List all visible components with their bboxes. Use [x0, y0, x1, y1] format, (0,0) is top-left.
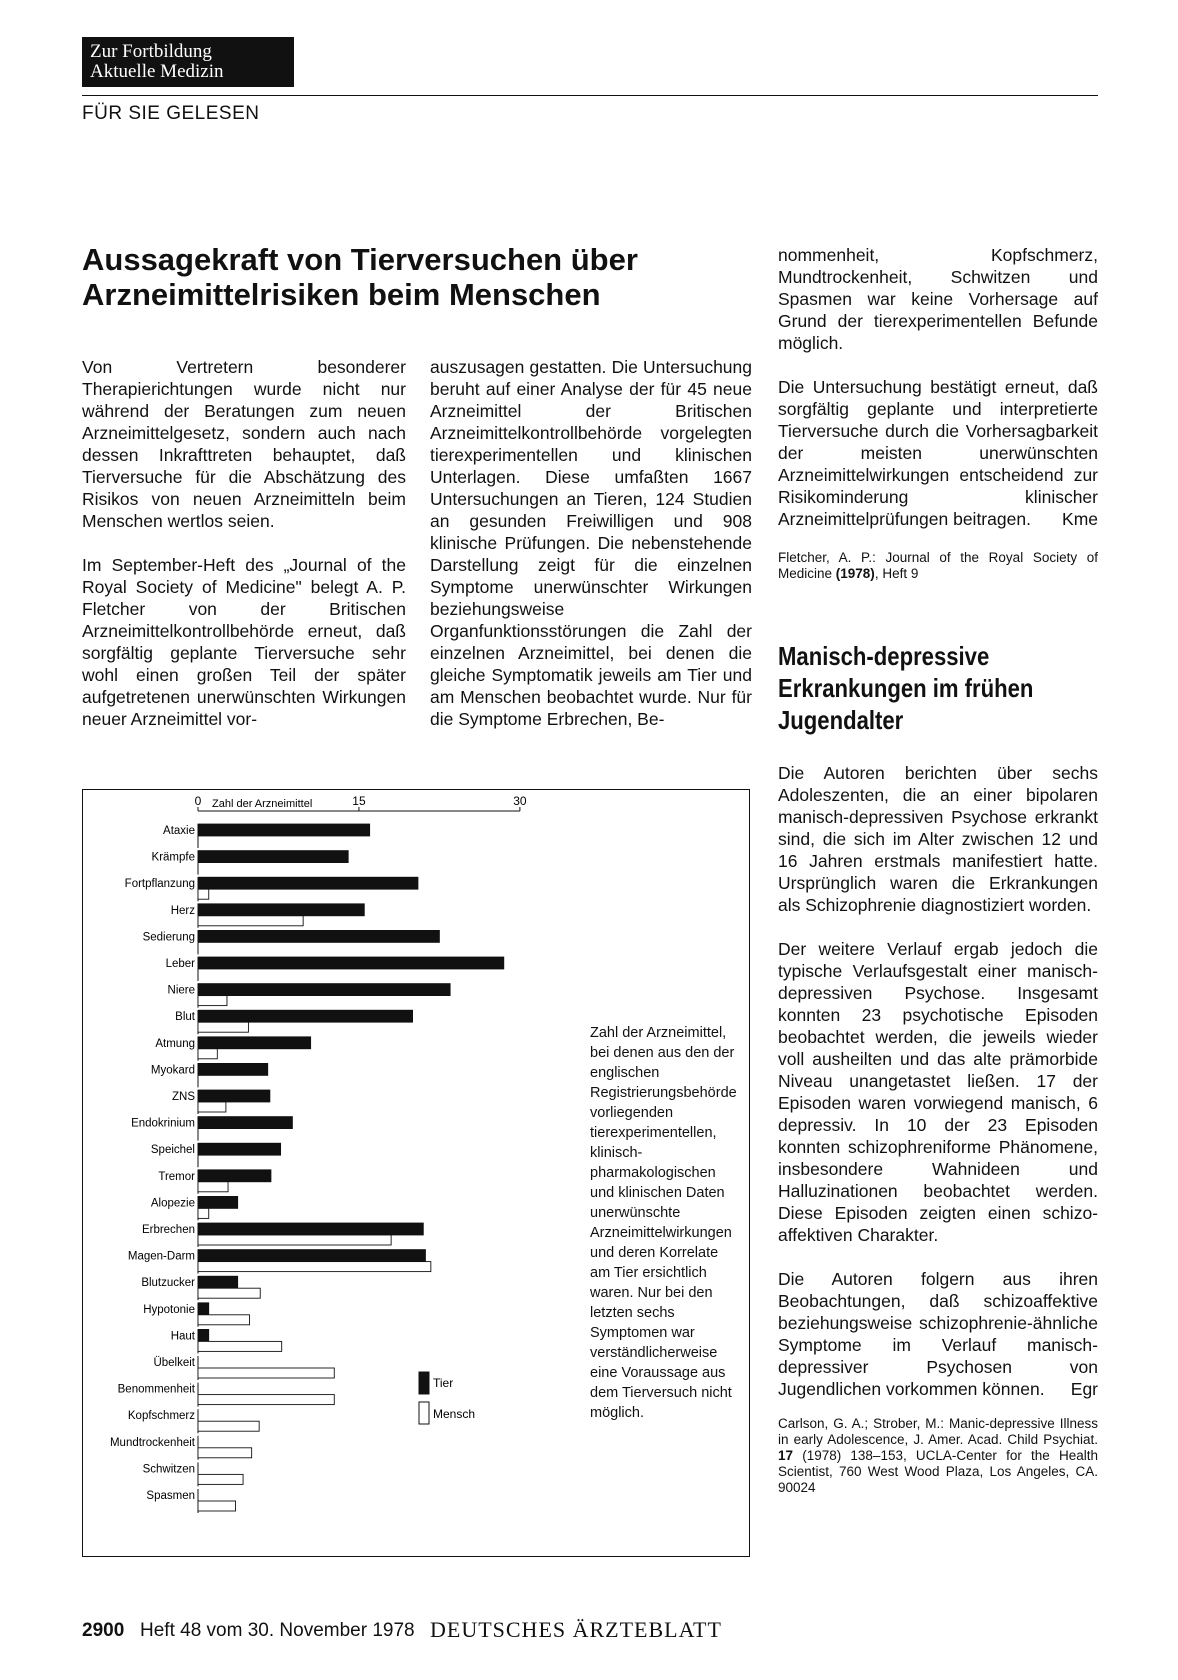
reference-source: (1978) 138–153, UCLA-Center for the Health Scientist, 760 West Wood Plaza, Los Angeles, CA. 90024 [778, 1448, 1098, 1495]
bar-mensch [198, 1421, 259, 1431]
section-kicker: FÜR SIE GELESEN [82, 103, 260, 124]
bar-tier [198, 1303, 209, 1315]
page-number: 2900 [82, 1620, 125, 1641]
bar-mensch [198, 1102, 226, 1112]
category-label: Atmung [155, 1037, 195, 1050]
legend-swatch-mensch [419, 1402, 429, 1424]
bar-tier [198, 984, 450, 996]
category-label: Sedierung [142, 931, 195, 944]
article2-title-line-1: Manisch-depressive [778, 641, 990, 671]
category-label: Speichel [150, 1144, 195, 1157]
paragraph: Von Vertretern besonderer Therapierichtungen wurde nicht nur während der Beratungen zum neuen Arzneimittelgesetz, sondern auch nach dessen Inkrafttreten behauptet, daß Tierversuche für die Abschätzung des Risikos von neuen Arzneimitteln beim Menschen wertlos seien. [82, 357, 406, 531]
reference-text: Fletcher, A. P.: Journal of the Royal Society of Medicine [778, 550, 1098, 581]
bar-mensch [198, 1395, 334, 1405]
category-label: Ataxie [163, 825, 195, 837]
bar-tier [198, 851, 348, 863]
author-sign: Egr [1070, 1379, 1098, 1399]
category-label: Blut [175, 1011, 195, 1024]
bar-tier [198, 1276, 238, 1288]
reference-issue: , Heft 9 [874, 566, 919, 581]
x-tick-label: 0 [194, 794, 202, 808]
category-label: Hypotonie [143, 1303, 195, 1316]
category-label: Spasmen [146, 1490, 195, 1502]
article-title-line-1: Aussagekraft von Tierversuchen über [82, 242, 638, 277]
bar-tier [198, 957, 504, 969]
legend-label-mensch: Mensch [433, 1407, 476, 1421]
paragraph [778, 1268, 1098, 1400]
paragraph-text: Die Untersuchung bestätigt erneut, daß sorgfältig geplante und interpretierte Tierversuche durch die Vorhersagbarkeit der meisten unerwünschten Arzneimittelwirkungen entscheidend zur Risikominderung klinischer Arzneimittelprüfungen beitragen. [778, 377, 1098, 529]
bar-tier [198, 930, 439, 942]
paragraph: Im September-Heft des „Journal of the Royal Society of Medicine" belegt A. P. Fletcher von der Britischen Arzneimittelkontrollbehörde erneut, daß sorgfältig geplante Tierversuche sehr wohl einen großen Teil der später aufgetretenen unerwünschten Wirkungen neuer Arzneimittel vor- [82, 555, 406, 729]
bar-mensch [198, 916, 303, 926]
bar-mensch [198, 1049, 217, 1059]
category-label: Tremor [158, 1170, 195, 1183]
bar-mensch [198, 1208, 209, 1218]
paragraph: auszusagen gestatten. Die Untersuchung beruht auf einer Analyse der für 45 neue Arzneimittel der Britischen Arzneimittelkontrollbehörde vorgelegten tierexperimentellen und klinischen Unterlagen. Diese umfaßten 1667 Untersuchungen an Tieren, 124 Studien an gesunden Freiwilligen und 908 klinische Prüfungen. Die nebenstehende Darstellung zeigt für die einzelnen Symptome unerwünschter Wirkungen beziehungsweise Organfunktionsstörungen die Zahl der einzelnen Arzneimittel, bei denen die gleiche Symptomatik jeweils am Tier und am Menschen beobachtet wurde. Nur für die Symptome Erbrechen, Be- [430, 357, 752, 729]
article-column-2 [430, 356, 752, 752]
category-label: Alopezie [150, 1197, 195, 1210]
paragraph [778, 376, 1098, 530]
bar-mensch [198, 1448, 252, 1458]
bar-tier [198, 1037, 311, 1049]
category-label: Magen-Darm [127, 1250, 195, 1263]
article-title-line-2: Arzneimittelrisiken beim Menschen [82, 277, 601, 312]
category-label: Schwitzen [142, 1463, 195, 1476]
article-title [82, 242, 722, 312]
bar-mensch [198, 1315, 250, 1325]
figure-caption: Zahl der Arzneimittel, bei denen aus den der englischen Registrierungsbehörde vorliegenden tierexperimentellen, klinisch-pharmakologischen und klinischen Daten unerwünschte Arzneimittelwirkungen und deren Korrelate am Tier ersichtlich waren. Nur bei den letzten sechs Symptomen war verständlicherweise eine Voraussage aus dem Tierversuch nicht möglich. [590, 1025, 737, 1421]
category-label: Herz [170, 904, 195, 917]
article2-title-line-3: Jugendalter [778, 705, 904, 735]
bar-tier [198, 1010, 413, 1022]
bar-mensch [198, 1235, 391, 1245]
section-badge [82, 37, 294, 87]
x-tick-label: 15 [352, 794, 366, 808]
category-label: Niere [167, 984, 195, 997]
paragraph-text: Die Autoren folgern aus ihren Beobachtungen, daß schizoaffektive beziehungsweise schizophrenie-ähnliche Symptome im Verlauf manisch-depressiver Psychosen von Jugendlichen vorkommen können. [778, 1269, 1098, 1399]
top-rule [82, 95, 1098, 96]
author-sign: Kme [1062, 509, 1098, 529]
article2-title-line-2: Erkrankungen im frühen [778, 673, 1034, 703]
badge-line-1: Zur Fortbildung [90, 41, 212, 62]
category-label: Myokard [150, 1064, 195, 1077]
bar-tier [198, 904, 364, 916]
reference [778, 550, 1098, 582]
category-label: Krämpfe [151, 851, 195, 864]
article-column-1 [82, 356, 406, 752]
bar-mensch [198, 1182, 228, 1192]
category-label: Kopfschmerz [127, 1410, 195, 1423]
issue-info: Heft 48 vom 30. November 1978 [140, 1620, 415, 1641]
bar-mensch [198, 996, 227, 1006]
article-column-3 [778, 244, 1098, 1496]
bar-tier [198, 1170, 271, 1182]
bar-mensch [198, 1262, 431, 1272]
bar-mensch [198, 1501, 236, 1511]
bar-mensch [198, 1474, 243, 1484]
reference-volume: 17 [778, 1448, 794, 1463]
article2-title [778, 640, 1101, 736]
x-tick-label: 30 [513, 794, 527, 808]
category-label: Endokrinium [131, 1117, 195, 1130]
category-label: Erbrechen [141, 1224, 195, 1236]
magazine-name: DEUTSCHES ÄRZTEBLATT [430, 1617, 722, 1642]
category-label: Mundtrockenheit [109, 1436, 195, 1449]
bar-tier [198, 824, 370, 836]
bar-mensch [198, 1022, 248, 1032]
bar-tier [198, 1117, 292, 1129]
category-label: Fortpflanzung [124, 878, 195, 891]
category-label: Haut [170, 1330, 195, 1343]
reference [778, 1416, 1098, 1496]
bar-mensch [198, 889, 209, 899]
bar-mensch [198, 1368, 334, 1378]
paragraph: nommenheit, Kopfschmerz, Mundtrockenheit, Schwitzen und Spasmen war keine Vorhersage auf Grund der tierexperimentellen Befunde möglich. [778, 245, 1098, 353]
category-label: Benommenheit [117, 1383, 195, 1396]
category-label: Übelkeit [153, 1357, 195, 1369]
bar-tier [198, 877, 418, 889]
badge-line-2: Aktuelle Medizin [90, 61, 224, 82]
legend-swatch-tier [419, 1372, 429, 1394]
reference-text: Carlson, G. A.; Strober, M.: Manic-depressive Illness in early Adolescence, J. Amer. Acad. Child Psychiat. [778, 1416, 1098, 1447]
category-label: Leber [165, 958, 195, 970]
legend-label-tier: Tier [433, 1376, 454, 1390]
category-label: ZNS [172, 1091, 195, 1103]
category-label: Blutzucker [141, 1277, 195, 1290]
paragraph: Der weitere Verlauf ergab jedoch die typische Verlaufsgestalt einer manisch-depressiven Psychose. Insgesamt konnten 23 psychotische Episoden beobachtet werden, die jeweils wieder voll ausheilten und das alte prämorbide Niveau unangetastet ließen. 17 der Episoden waren vorwiegend manisch, 6 depressiv. In 10 der 23 Episoden konnten schizophreniforme Phänomene, insbesondere Wahnideen und Halluzinationen beobachtet werden. Diese Episoden zeigten einen schizo-affektiven Charakter. [778, 939, 1098, 1245]
reference-year: (1978) [835, 566, 875, 581]
bar-tier [198, 1250, 425, 1262]
bar-mensch [198, 1288, 260, 1298]
paragraph: Die Autoren berichten über sechs Adoleszenten, die an einer bipolaren manisch-depressiven Psychose erkrankt sind, die sich im Alter zwischen 12 und 16 Jahren erstmals manifestiert hatte. Ursprünglich waren die Erkrankungen als Schizophrenie diagnostiziert worden. [778, 763, 1098, 915]
bar-tier [198, 1329, 209, 1341]
x-axis-label: Zahl der Arzneimittel [212, 798, 313, 810]
bar-tier [198, 1063, 268, 1075]
bar-mensch [198, 1341, 282, 1351]
bar-tier [198, 1223, 423, 1235]
bar-tier [198, 1143, 281, 1155]
bar-tier [198, 1196, 238, 1208]
bar-tier [198, 1090, 270, 1102]
